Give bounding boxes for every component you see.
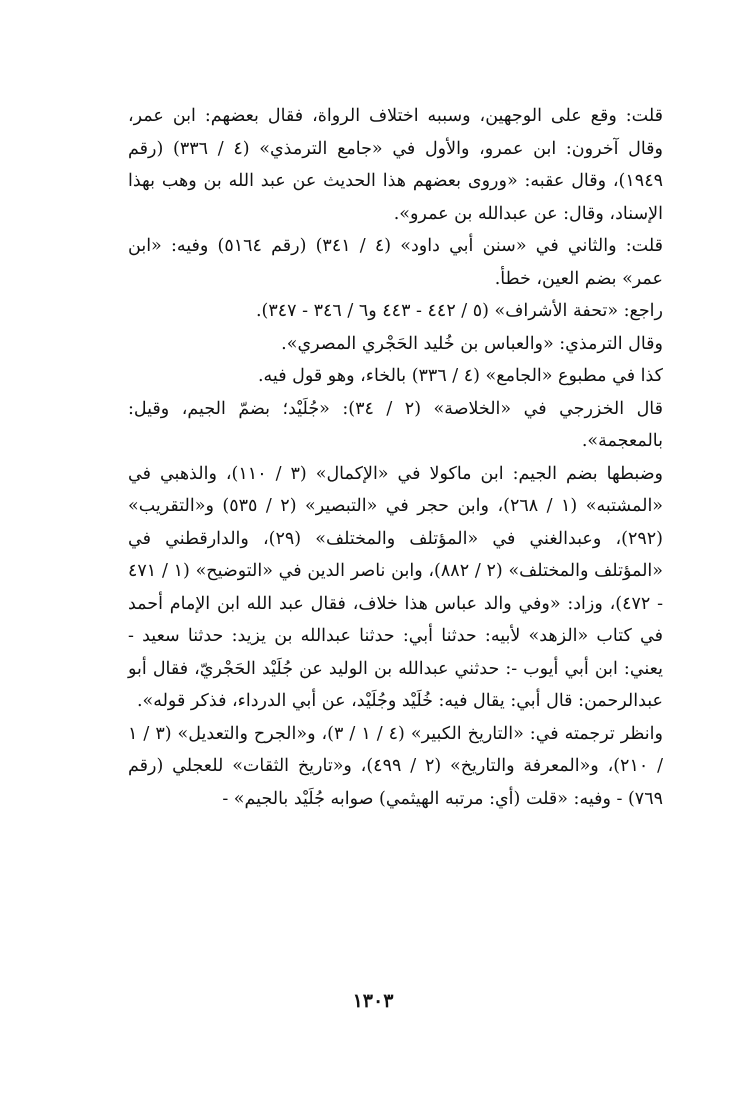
paragraph-dabt: وضبطها بضم الجيم: ابن ماكولا في «الإكمال» (٣ / ١١٠)، والذهبي في «المشتبه» (١ / ٢٦٨)، وابن حجر في «التبصير» (٢ / ٥٣٥) و«التقريب» (٢٩٢)، وعبدالغني في «المؤتلف والمختلف» (٢٩)، والدارقطني في «المؤتلف والمختلف» (٢ / ٨٨٢)، وابن ناصر الدين في «التوضيح» (١ / ٤٧١ - ٤٧٢)، وزاد: «وفي والد عباس هذا خلاف، فقال عبد الله ابن الإمام أحمد في كتاب «الزهد» لأبيه: حدثنا أبي: حدثنا عبدالله بن يزيد: حدثنا سعيد - يعني: ابن أبي أيوب -: حدثني عبدالله بن الوليد عن جُلَيْد الحَجْريّ، فقال أبو عبدالرحمن: قال أبي: يقال فيه: خُلَيْد وجُلَيْد، عن أبي الدرداء، فذكر قوله».	[128, 463, 664, 711]
paragraph-tarjama: وانظر ترجمته في: «التاريخ الكبير» (٤ / ١ / ٣)، و«الجرح والتعديل» (٣ / ١ / ٢١٠)، و«المعرفة والتاريخ» (٢ / ٤٩٩)، و«تاريخ الثقات» للعجلي (رقم ٧٦٩) - وفيه: «قلت (أي: مرتبه الهيثمي) صوابه جُلَيْد بالجيم» -	[128, 723, 663, 809]
body-text	[128, 100, 663, 815]
paragraph-matbu: كذا في مطبوع «الجامع» (٤ / ٣٣٦) بالخاء، وهو قول فيه.	[257, 366, 663, 386]
paragraph-tuhfat: راجع: «تحفة الأشراف» (٥ / ٤٤٢ - ٤٤٣ و٦ / ٣٤٦ - ٣٤٧).	[255, 301, 663, 321]
paragraph-khazraji: قال الخزرجي في «الخلاصة» (٢ / ٣٤): «جُلَيْد؛ بضمّ الجيم، وقيل: بالمعجمة».	[128, 398, 663, 451]
paragraph-wajhain: قلت: وقع على الوجهين، وسببه اختلاف الرواة، فقال بعضهم: ابن عمر، وقال آخرون: ابن عمرو، والأول في «جامع الترمذي» (٤ / ٣٣٦) (رقم ١٩٤٩)، وقال عقبه: «وروى بعضهم هذا الحديث عن عبد الله بن وهب بهذا الإسناد، وقال: عن عبدالله بن عمرو».	[128, 106, 663, 224]
paragraph-abu-dawud: قلت: والثاني في «سنن أبي داود» (٤ / ٣٤١) (رقم ٥١٦٤) وفيه: «ابن عمر» بضم العين، خطأ.	[128, 236, 663, 289]
page-number: ١٣٠٣	[352, 990, 394, 1012]
paragraph-tirmidhi: وقال الترمذي: «والعباس بن خُليد الحَجْري المصري».	[281, 333, 663, 354]
